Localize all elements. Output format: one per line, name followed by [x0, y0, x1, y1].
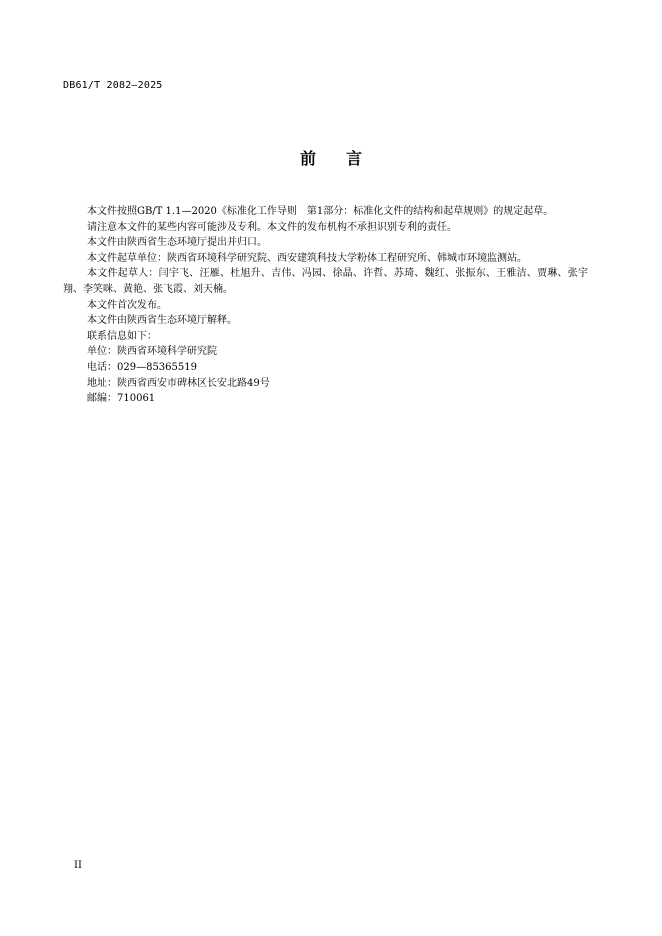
contact-address: 地址：陕西省西安市碑林区长安北路49号 [87, 377, 270, 389]
paragraph-drafting-units: 本文件起草单位：陕西省环境科学研究院、西安建筑科技大学粉体工程研究所、韩城市环境监测站。 [87, 252, 527, 264]
paragraph-patent-notice: 请注意本文件的某些内容可能涉及专利。本文件的发布机构不承担识别专利的责任。 [87, 221, 457, 233]
paragraph-drafting-rule: 本文件按照GB/T 1.1—2020《标准化工作导则 第1部分：标准化文件的结构和起草规则》的规定起草。 [87, 206, 554, 217]
paragraph-first-release: 本文件首次发布。 [87, 299, 167, 311]
contact-unit: 单位：陕西省环境科学研究院 [87, 346, 217, 358]
page-number: II [74, 860, 82, 871]
page-title: 前言 [299, 149, 392, 168]
document-id: DB61/T 2082—2025 [63, 80, 163, 91]
paragraph-interpretation: 本文件由陕西省生态环境厅解释。 [87, 315, 237, 327]
contact-phone: 电话：029—85365519 [87, 361, 197, 373]
contact-postcode: 邮编：710061 [87, 393, 156, 405]
paragraph-drafters: 本文件起草人：闫宇飞、汪雁、杜旭升、吉伟、冯园、徐晶、许哲、苏琦、魏红、张振东、王雅洁、贾琳、张宇翔、李笑咪、黄艳、张飞霞、刘天楠。 [63, 268, 588, 295]
paragraph-proposer: 本文件由陕西省生态环境厅提出并归口。 [87, 237, 267, 249]
paragraph-contact-intro: 联系信息如下： [87, 330, 157, 342]
foreword-content [63, 204, 588, 407]
